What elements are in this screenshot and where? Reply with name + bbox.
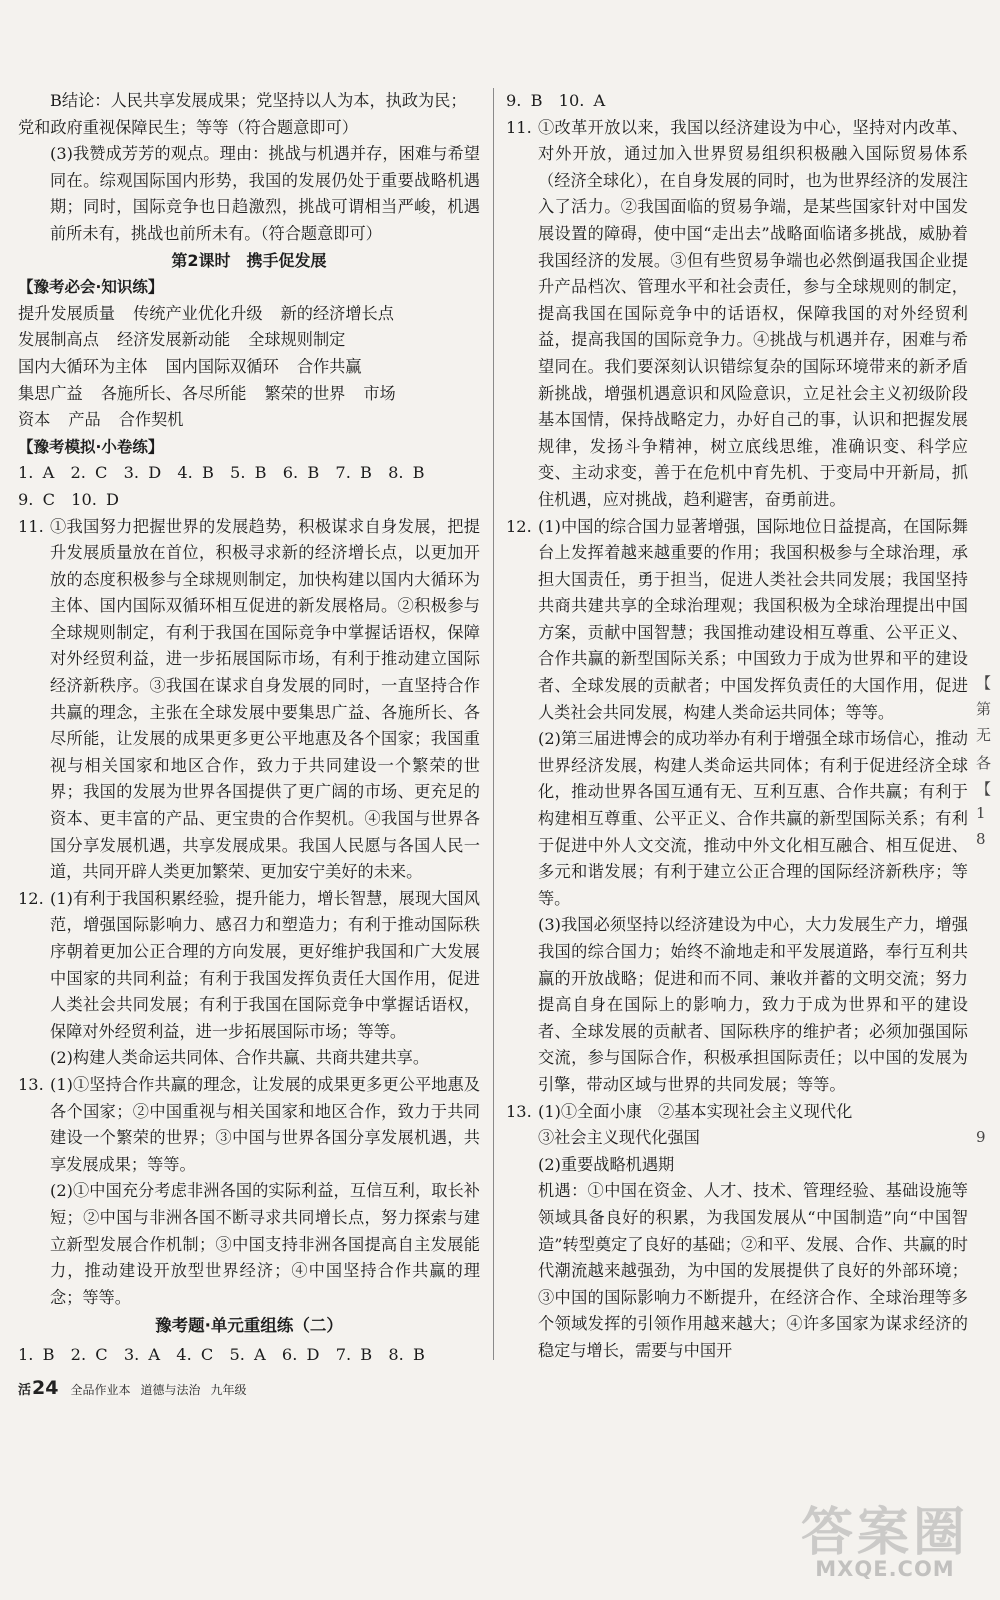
question-number: 11. — [18, 516, 44, 536]
question-answer-part-2: (2)第三届进博会的成功举办有利于增强全球市场信心，推动世界经济发展，构建人类命运共同体；有利于促进经济全球化，推动世界各国互通有无、互利互惠、合作共赢；有利于构建相互尊重、公平正义、合作共赢的新型国际关系；有利于促进中外人文交流，推动中外文化相互融合、相互促进、多元和谐发展；有利于建立公正合理的国际经济新秩序；等等。 — [538, 729, 968, 908]
question-answer-part-1: (1)中国的综合国力显著增强，国际地位日益提高，在国际舞台上发挥着越来越重要的作用；我国积极参与全球治理，承担大国责任，勇于担当，促进人类社会共同发展；我国坚持共商共建共享的全球治理观；我国积极为全球治理提出中国方案，贡献中国智慧；我国推动建设相互尊重、公平正义、合作共赢的新型国际关系；中国致力于成为世界和平的建设者、全球发展的贡献者；中国发挥负责任的大国作用，促进人类社会共同发展，构建人类命运共同体；等等。 — [538, 516, 968, 722]
page-number-value: 24 — [32, 1377, 59, 1399]
keyword: 提升发展质量 — [18, 303, 116, 323]
question-answer-part-1: (1)①全面小康 ②基本实现社会主义现代化 — [538, 1101, 853, 1121]
question-answer: ①我国努力把握世界的发展趋势，积极谋求自身发展，把提升发展质量放在首位，积极寻求新的经济增长点，以更加开放的态度积极参与全球规则制定，加快构建以国内大循环为主体、国内国际双循环相互促进的新发展格局。②积极参与全球规则制定，有利于我国在国际竞争中掌握话语权，保障对外经贸利益，进一步拓展国际市场，有利于推动建立国际经济新秩序。③我国在谋求自身发展的同时，一直坚持合作共赢的理念，主张在全球发展中要集思广益、各施所长、各尽所能，让发展的成果更多更公平地惠及各个国家；我国重视与相关国家和地区合作，致力于共同建设一个繁荣的世界；我国的发展为世界各国提供了更广阔的市场、更充足的资本、更丰富的产品、更宝贵的合作契机。④我国与世界各国分享发展机遇，共享发展成果。我国人民愿与各国人民一道，共同开辟人类更加繁荣、更加安宁美好的未来。 — [50, 516, 480, 882]
lesson-title: 第2课时 携手促发展 — [171, 250, 327, 270]
question-13 — [506, 1099, 968, 1126]
edge-fragment: 9 — [976, 1128, 986, 1146]
edge-fragment: 第 — [976, 700, 992, 718]
footer-grade: 九年级 — [210, 1383, 247, 1397]
watermark-mark: 答案圈 — [800, 1503, 969, 1563]
watermark-logo — [800, 1490, 970, 1590]
footer-brand: 全品作业本 — [70, 1383, 131, 1397]
question-11 — [18, 514, 480, 886]
question-answer-part-2: ③社会主义现代化强国 — [538, 1128, 700, 1148]
question-answer-part-2: (2)构建人类命运共同体、合作共赢、共商共建共享。 — [50, 1048, 430, 1068]
keyword: 国内大循环为主体 — [18, 356, 148, 376]
keyword-row — [18, 381, 480, 408]
answer-row-1: 1. A 2. C 3. D 4. B 5. B 6. B 7. B 8. B — [18, 463, 425, 483]
keyword-row — [18, 354, 480, 381]
edge-fragment: 【 — [976, 780, 992, 798]
answer-row-2: 9. C 10. D — [18, 489, 120, 509]
right-column — [506, 88, 968, 1365]
keyword: 产品 — [68, 410, 101, 430]
keyword-row — [18, 301, 480, 328]
page-number — [18, 1377, 58, 1399]
b-conclusion-line-1: B结论：人民共享发展成果；党坚持以人为本，执政为民； — [50, 91, 467, 110]
page-prefix: 活 — [18, 1383, 32, 1398]
keyword: 各施所长、各尽所能 — [100, 383, 247, 403]
b-conclusion-line-2: 党和政府重视保障民生；等等（符合题意即可） — [18, 117, 358, 137]
q3-answer: (3)我赞成芳芳的观点。理由：挑战与机遇并存，困难与希望同在。综观国际国内形势，我国的发展仍处于重要战略机遇期；同时，国际竞争也日趋激烈，挑战可谓相当严峻，机遇前所未有，挑战也前所未有。（符合题意即可） — [50, 144, 480, 243]
question-number: 11. — [506, 117, 532, 137]
question-answer-part-2: (2)①中国充分考虑非洲各国的实际利益，互信互利，取长补短；②中国与非洲各国不断寻求共同增长点，努力探索与建立新型发展合作机制；③中国支持非洲各国提高自主发展能力，推动建设开放型世界经济；④中国坚持合作共赢的理念；等等。 — [50, 1181, 480, 1307]
question-answer-part-1: (1)有利于我国积累经验，提升能力，增长智慧，展现大国风范，增强国际影响力、感召力和塑造力；有利于推动国际秩序朝着更加公正合理的方向发展，更好维护我国和广大发展中国家的共同利益；有利于我国发挥负责任大国作用，促进人类社会共同发展；有利于我国在国际竞争中掌握话语权，保障对外经贸利益，进一步拓展国际市场；等等。 — [50, 888, 480, 1041]
keyword: 繁荣的世界 — [264, 383, 346, 403]
edge-fragment: 无 — [976, 726, 992, 744]
keyword: 合作共赢 — [296, 356, 362, 376]
question-answer-part-1: (1)①坚持合作共赢的理念，让发展的成果更多更公平地惠及各个国家；②中国重视与相关国家和地区合作，致力于共同建设一个繁荣的世界；③中国与世界各国分享发展机遇，共享发展成果；等等。 — [50, 1074, 480, 1174]
left-column — [18, 88, 480, 1369]
question-answer-part-3: (2)重要战略机遇期 — [538, 1154, 675, 1174]
edge-fragment: 1 — [976, 804, 986, 822]
question-number: 12. — [18, 888, 44, 908]
unit-answer-row: 1. B 2. C 3. A 4. C 5. A 6. D 7. B 8. B — [18, 1344, 425, 1364]
edge-fragment: 各 — [976, 754, 992, 772]
section-mock-heading: 【豫考模拟·小卷练】 — [18, 437, 164, 456]
question-12 — [18, 886, 480, 1046]
keyword: 全球规则制定 — [248, 330, 346, 350]
watermark-site: MXQE.COM — [815, 1557, 955, 1581]
answer-row-top: 9. B 10. A — [506, 91, 606, 110]
question-answer: ①改革开放以来，我国以经济建设为中心，坚持对内改革、对外开放，通过加入世界贸易组织积极融入国际贸易体系（经济全球化），在自身发展的同时，也为世界经济的发展注入了活力。②我国面临的贸易争端，是某些国家针对中国发展设置的障碍，使中国“走出去”战略面临诸多挑战，威胁着我国经济的发展。③但有些贸易争端也必然倒逼我国企业提升产品档次、管理水平和社会责任，参与全球规则的制定，提高我国在国际竞争中的话语权，保障我国的对外经贸利益，提高我国的国际竞争力。④挑战与机遇并存，困难与希望同在。我们要深刻认识错综复杂的国际环境带来的新矛盾新挑战，增强机遇意识和风险意识，立足社会主义初级阶段基本国情，保持战略定力，办好自己的事，认识和把握发展规律，发扬斗争精神，树立底线思维，准确识变、科学应变、主动求变，善于在危机中育先机、于变局中开新局，抓住机遇，应对挑战，趋利避害，奋勇前进。 — [538, 117, 968, 509]
question-answer-part-4: 机遇：①中国在资金、人才、技术、管理经验、基础设施等领域具备良好的积累，为我国发展从“中国制造”向“中国智造”转型奠定了良好的基础；②和平、发展、合作、共赢的时代潮流越来越强劲，为中国的发展提供了良好的外部环境；③中国的国际影响力不断提升，在经济合作、全球治理等多个领域发挥的引领作用越来越大；④许多国家为谋求经济的稳定与增长，需要与中国开 — [538, 1181, 968, 1360]
edge-fragment: 8 — [976, 830, 986, 848]
column-divider — [493, 88, 494, 1360]
question-11 — [506, 115, 968, 514]
question-number: 13. — [506, 1101, 532, 1121]
edge-fragment: 【 — [976, 674, 992, 692]
question-number: 12. — [506, 516, 532, 536]
keyword: 新的经济增长点 — [280, 303, 394, 323]
section-knowledge-heading: 【豫考必会·知识练】 — [18, 278, 164, 297]
keyword: 合作契机 — [118, 410, 184, 430]
keyword: 国内国际双循环 — [165, 356, 279, 376]
keyword: 集思广益 — [18, 383, 83, 403]
keyword-row — [18, 327, 480, 354]
keyword: 经济发展新动能 — [116, 330, 231, 350]
keyword: 发展制高点 — [18, 330, 99, 350]
page-footer — [18, 1377, 257, 1399]
keyword-row — [18, 407, 480, 434]
question-13 — [18, 1072, 480, 1178]
keyword: 市场 — [363, 383, 396, 403]
footer-subject: 道德与法治 — [140, 1383, 201, 1397]
question-answer-part-3: (3)我国必须坚持以经济建设为中心，大力发展生产力，增强我国的综合国力；始终不渝地走和平发展道路，奉行互利共赢的开放战略；促进和而不同、兼收并蓄的文明交流；努力提高自身在国际上的影响力，致力于成为世界和平的建设者、全球发展的贡献者、国际秩序的维护者；必须加强国际交流，参与国际合作，积极承担国际责任；以中国的发展为引擎，带动区域与世界的共同发展；等等。 — [538, 915, 968, 1094]
question-number: 13. — [18, 1074, 44, 1094]
keyword: 资本 — [18, 410, 51, 430]
question-12 — [506, 514, 968, 727]
unit-title: 豫考题·单元重组练（二） — [155, 1316, 343, 1336]
keyword: 传统产业优化升级 — [133, 303, 263, 323]
